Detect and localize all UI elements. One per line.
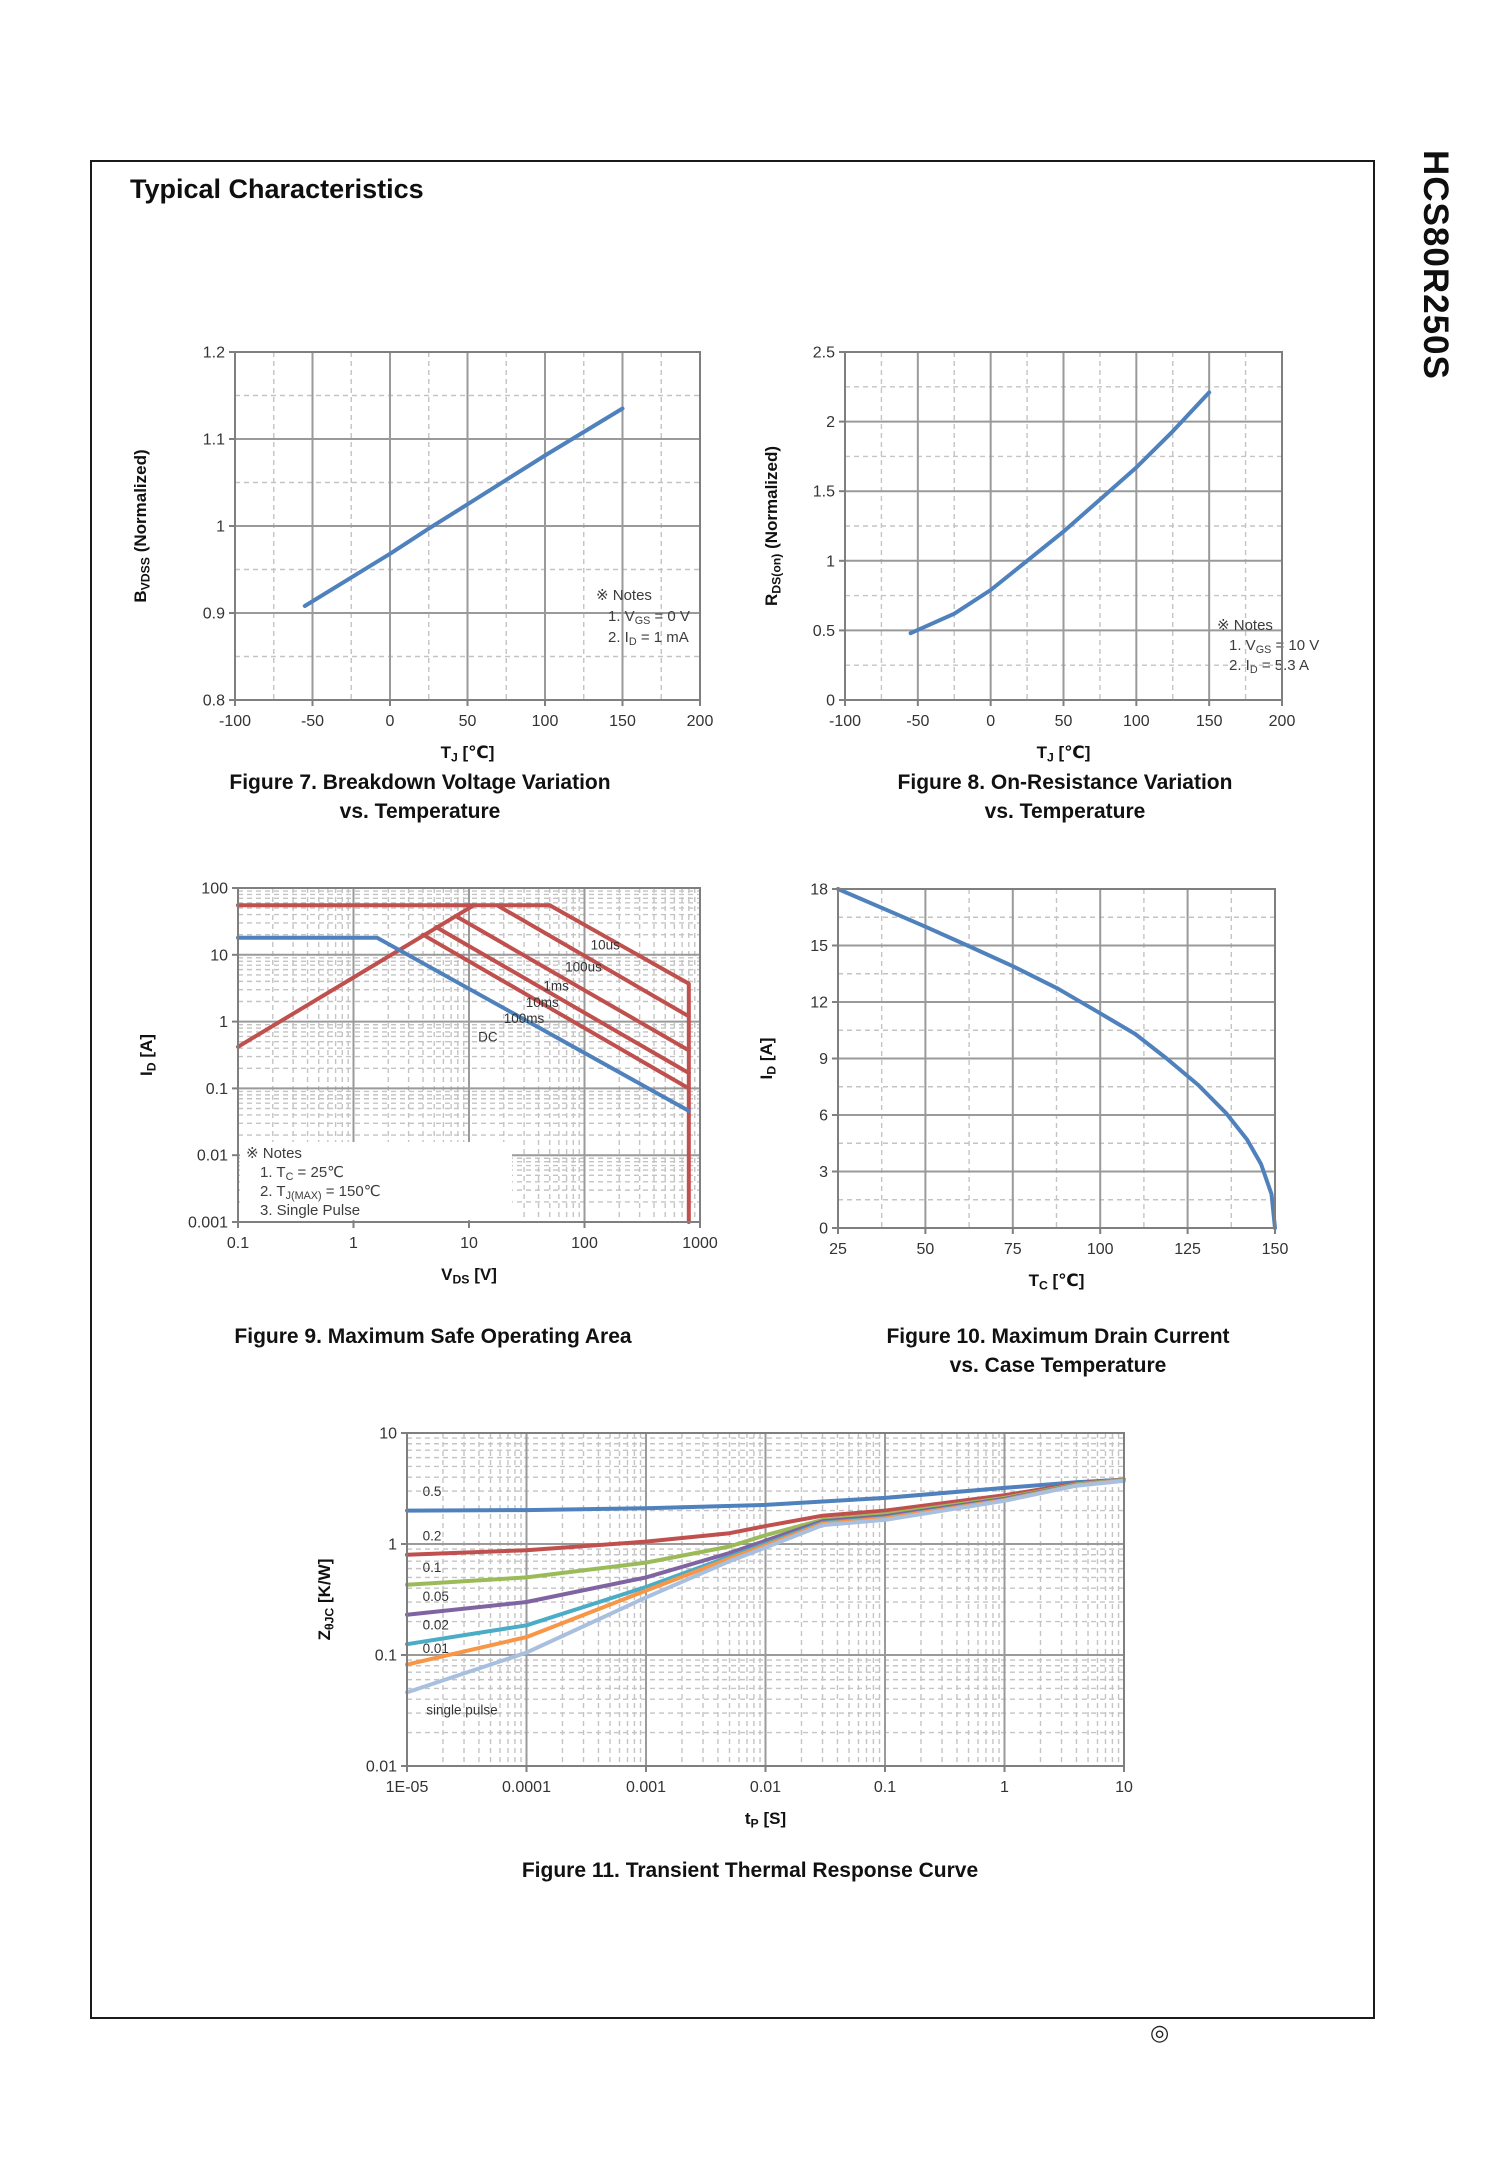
x-tick-label: 125 bbox=[1174, 1241, 1201, 1258]
curve-label: single pulse bbox=[426, 1702, 498, 1718]
y-tick-label: 0 bbox=[826, 692, 835, 710]
y-tick-label: 1.2 bbox=[202, 344, 225, 362]
notes bbox=[240, 1142, 512, 1220]
note-line: 1. $T_C$ = 25℃ bbox=[260, 1164, 345, 1184]
x-axis-label: $T_J$ [℃] bbox=[440, 743, 495, 762]
x-axis-label: $V_{DS}$ [V] bbox=[441, 1265, 497, 1287]
x-tick-label: 0.01 bbox=[749, 1779, 782, 1796]
y-tick-label: 2.5 bbox=[812, 344, 835, 362]
y-tick-label: 2 bbox=[826, 414, 835, 432]
x-tick-label: 100 bbox=[571, 1235, 598, 1252]
curve-label: 100ms bbox=[503, 1011, 545, 1027]
curve-label: 0.05 bbox=[422, 1589, 449, 1605]
x-tick-label: 1 bbox=[349, 1235, 358, 1252]
x-tick-label: 1000 bbox=[682, 1235, 718, 1252]
note-line: ※ Notes bbox=[1217, 617, 1273, 634]
fig9-svg bbox=[128, 860, 738, 1296]
caption-line: vs. Temperature bbox=[984, 800, 1146, 823]
y-tick-label: 3 bbox=[819, 1164, 828, 1181]
curve-label: 0.02 bbox=[422, 1617, 449, 1633]
fig8-svg bbox=[755, 326, 1375, 762]
figure-8-chart bbox=[755, 326, 1375, 762]
caption-line: Figure 9. Maximum Safe Operating Area bbox=[234, 1325, 632, 1348]
y-tick-label: 1 bbox=[216, 518, 225, 536]
x-tick-label: -50 bbox=[906, 713, 930, 730]
y-tick-label: 0.001 bbox=[187, 1214, 228, 1232]
note-line: 2. $T_{J(MAX)}$ = 150℃ bbox=[260, 1183, 381, 1203]
notes bbox=[596, 587, 690, 648]
figure-10-caption bbox=[748, 1322, 1368, 1380]
figure-9-caption bbox=[128, 1322, 738, 1351]
caption-line: Figure 8. On-Resistance Variation bbox=[897, 771, 1233, 794]
x-tick-label: -100 bbox=[218, 713, 252, 730]
x-tick-label: 150 bbox=[609, 713, 636, 730]
note-line: 1. $V_{GS} = 10$ V bbox=[1229, 637, 1320, 657]
y-tick-label: 0 bbox=[819, 1220, 828, 1238]
y-tick-label: 0.01 bbox=[196, 1147, 228, 1165]
x-tick-label: -50 bbox=[300, 713, 325, 730]
x-tick-label: 1 bbox=[1000, 1779, 1009, 1796]
x-tick-label: 0.001 bbox=[625, 1779, 667, 1796]
y-tick-label: 0.1 bbox=[374, 1647, 397, 1665]
curve-label: 0.1 bbox=[422, 1559, 442, 1575]
x-tick-label: 0.1 bbox=[873, 1779, 897, 1796]
curve-label: 1ms bbox=[543, 978, 569, 994]
x-tick-label: 50 bbox=[916, 1241, 935, 1258]
y-axis-label: $Z_{\theta JC}$ [K/W] bbox=[315, 1558, 337, 1641]
x-tick-label: 200 bbox=[686, 713, 714, 730]
x-tick-label: 100 bbox=[531, 713, 559, 730]
y-tick-label: 0.9 bbox=[202, 605, 225, 623]
curve-label: 0.2 bbox=[422, 1528, 442, 1544]
y-tick-label: 1 bbox=[826, 553, 835, 571]
x-tick-label: 0.0001 bbox=[502, 1779, 551, 1796]
x-tick-label: 200 bbox=[1268, 713, 1296, 730]
curve-label: DC bbox=[478, 1029, 498, 1045]
caption-line: vs. Case Temperature bbox=[949, 1354, 1167, 1377]
y-tick-label: 1.5 bbox=[812, 483, 835, 501]
figure-10-chart bbox=[748, 860, 1368, 1296]
part-number-side-label: HCS80R250S bbox=[1416, 150, 1455, 380]
y-tick-label: 0.1 bbox=[205, 1080, 228, 1098]
x-tick-label: 150 bbox=[1261, 1241, 1289, 1258]
x-tick-label: 75 bbox=[1003, 1241, 1022, 1258]
y-tick-label: 18 bbox=[810, 881, 828, 899]
x-tick-label: 10 bbox=[1115, 1779, 1133, 1796]
y-tick-label: 9 bbox=[819, 1051, 828, 1068]
y-tick-label: 6 bbox=[819, 1107, 828, 1125]
curve-label: 0.01 bbox=[422, 1641, 449, 1657]
x-axis-label: $T_C$ [℃] bbox=[1028, 1271, 1085, 1293]
x-tick-label: 0 bbox=[986, 713, 996, 730]
y-tick-label: 1.1 bbox=[202, 431, 225, 449]
y-tick-label: 100 bbox=[201, 880, 228, 898]
registered-mark-icon: ◎ bbox=[1150, 2020, 1170, 2045]
series-10ms bbox=[436, 927, 689, 1073]
caption-line: Figure 7. Breakdown Voltage Variation bbox=[229, 771, 611, 794]
y-axis-label: $I_D$ [A] bbox=[757, 1037, 779, 1080]
x-axis-label: $t_P$ [S] bbox=[744, 1809, 787, 1831]
x-tick-label: 25 bbox=[829, 1241, 847, 1258]
fig10-svg bbox=[748, 860, 1368, 1296]
note-line: 2. $I_D = 5.3$ A bbox=[1229, 657, 1309, 677]
x-tick-label: 0 bbox=[385, 713, 395, 730]
y-tick-label: 1 bbox=[388, 1536, 397, 1554]
y-tick-label: 10 bbox=[379, 1425, 397, 1443]
caption-line: vs. Temperature bbox=[339, 800, 501, 823]
y-tick-label: 0.8 bbox=[202, 692, 225, 710]
note-line: 3. Single Pulse bbox=[260, 1202, 361, 1219]
axis-ticks bbox=[229, 352, 700, 706]
page-title: Typical Characteristics bbox=[130, 174, 424, 204]
y-tick-label: 10 bbox=[210, 947, 228, 965]
y-axis-label: $R_{DS(on)}$ (Normalized) bbox=[762, 445, 784, 607]
caption-line: Figure 10. Maximum Drain Current bbox=[886, 1325, 1230, 1348]
axis-ticks bbox=[839, 352, 1282, 706]
figure-7-chart bbox=[120, 326, 720, 762]
y-tick-label: 15 bbox=[810, 938, 828, 955]
notes bbox=[1217, 617, 1319, 676]
note-line: 1. $V_{GS} = 0$ V bbox=[608, 608, 690, 628]
caption-line: Figure 11. Transient Thermal Response Curve bbox=[521, 1859, 979, 1882]
x-tick-label: 150 bbox=[1195, 713, 1223, 730]
x-tick-label: 100 bbox=[1086, 1241, 1114, 1258]
y-tick-label: 1 bbox=[219, 1014, 228, 1032]
curve-label: 10ms bbox=[525, 995, 559, 1011]
curve-label: 100us bbox=[565, 959, 602, 975]
series-on-resistance bbox=[911, 392, 1210, 633]
curve-label: 0.5 bbox=[422, 1484, 442, 1500]
x-tick-label: 0.1 bbox=[226, 1235, 250, 1252]
y-tick-label: 0.5 bbox=[812, 622, 835, 640]
fig7-svg bbox=[120, 326, 720, 762]
x-tick-label: 100 bbox=[1122, 713, 1150, 730]
figure-11-caption bbox=[300, 1856, 1200, 1885]
y-tick-label: 12 bbox=[810, 994, 828, 1012]
note-line: ※ Notes bbox=[596, 587, 652, 604]
x-tick-label: 50 bbox=[458, 713, 477, 730]
figure-8-caption bbox=[755, 768, 1375, 826]
figure-11-chart bbox=[300, 1406, 1200, 1842]
y-tick-label: 0.01 bbox=[365, 1758, 397, 1776]
curve-label: 10us bbox=[590, 937, 620, 953]
note-line: ※ Notes bbox=[246, 1145, 302, 1162]
y-axis-label: $B_{VDSS}$ (Normalized) bbox=[131, 449, 153, 603]
fig11-svg bbox=[300, 1406, 1200, 1842]
x-tick-label: 1E-05 bbox=[385, 1779, 429, 1796]
x-tick-label: 10 bbox=[460, 1235, 478, 1252]
x-axis-label: $T_J$ [℃] bbox=[1036, 743, 1091, 762]
figure-9-chart bbox=[128, 860, 738, 1296]
y-axis-label: $I_D$ [A] bbox=[137, 1034, 159, 1076]
x-tick-label: 50 bbox=[1054, 713, 1073, 730]
figure-7-caption bbox=[120, 768, 720, 826]
x-tick-label: -100 bbox=[828, 713, 862, 730]
note-line: 2. $I_D = 1$ mA bbox=[608, 629, 689, 649]
axis-ticks bbox=[832, 889, 1275, 1234]
